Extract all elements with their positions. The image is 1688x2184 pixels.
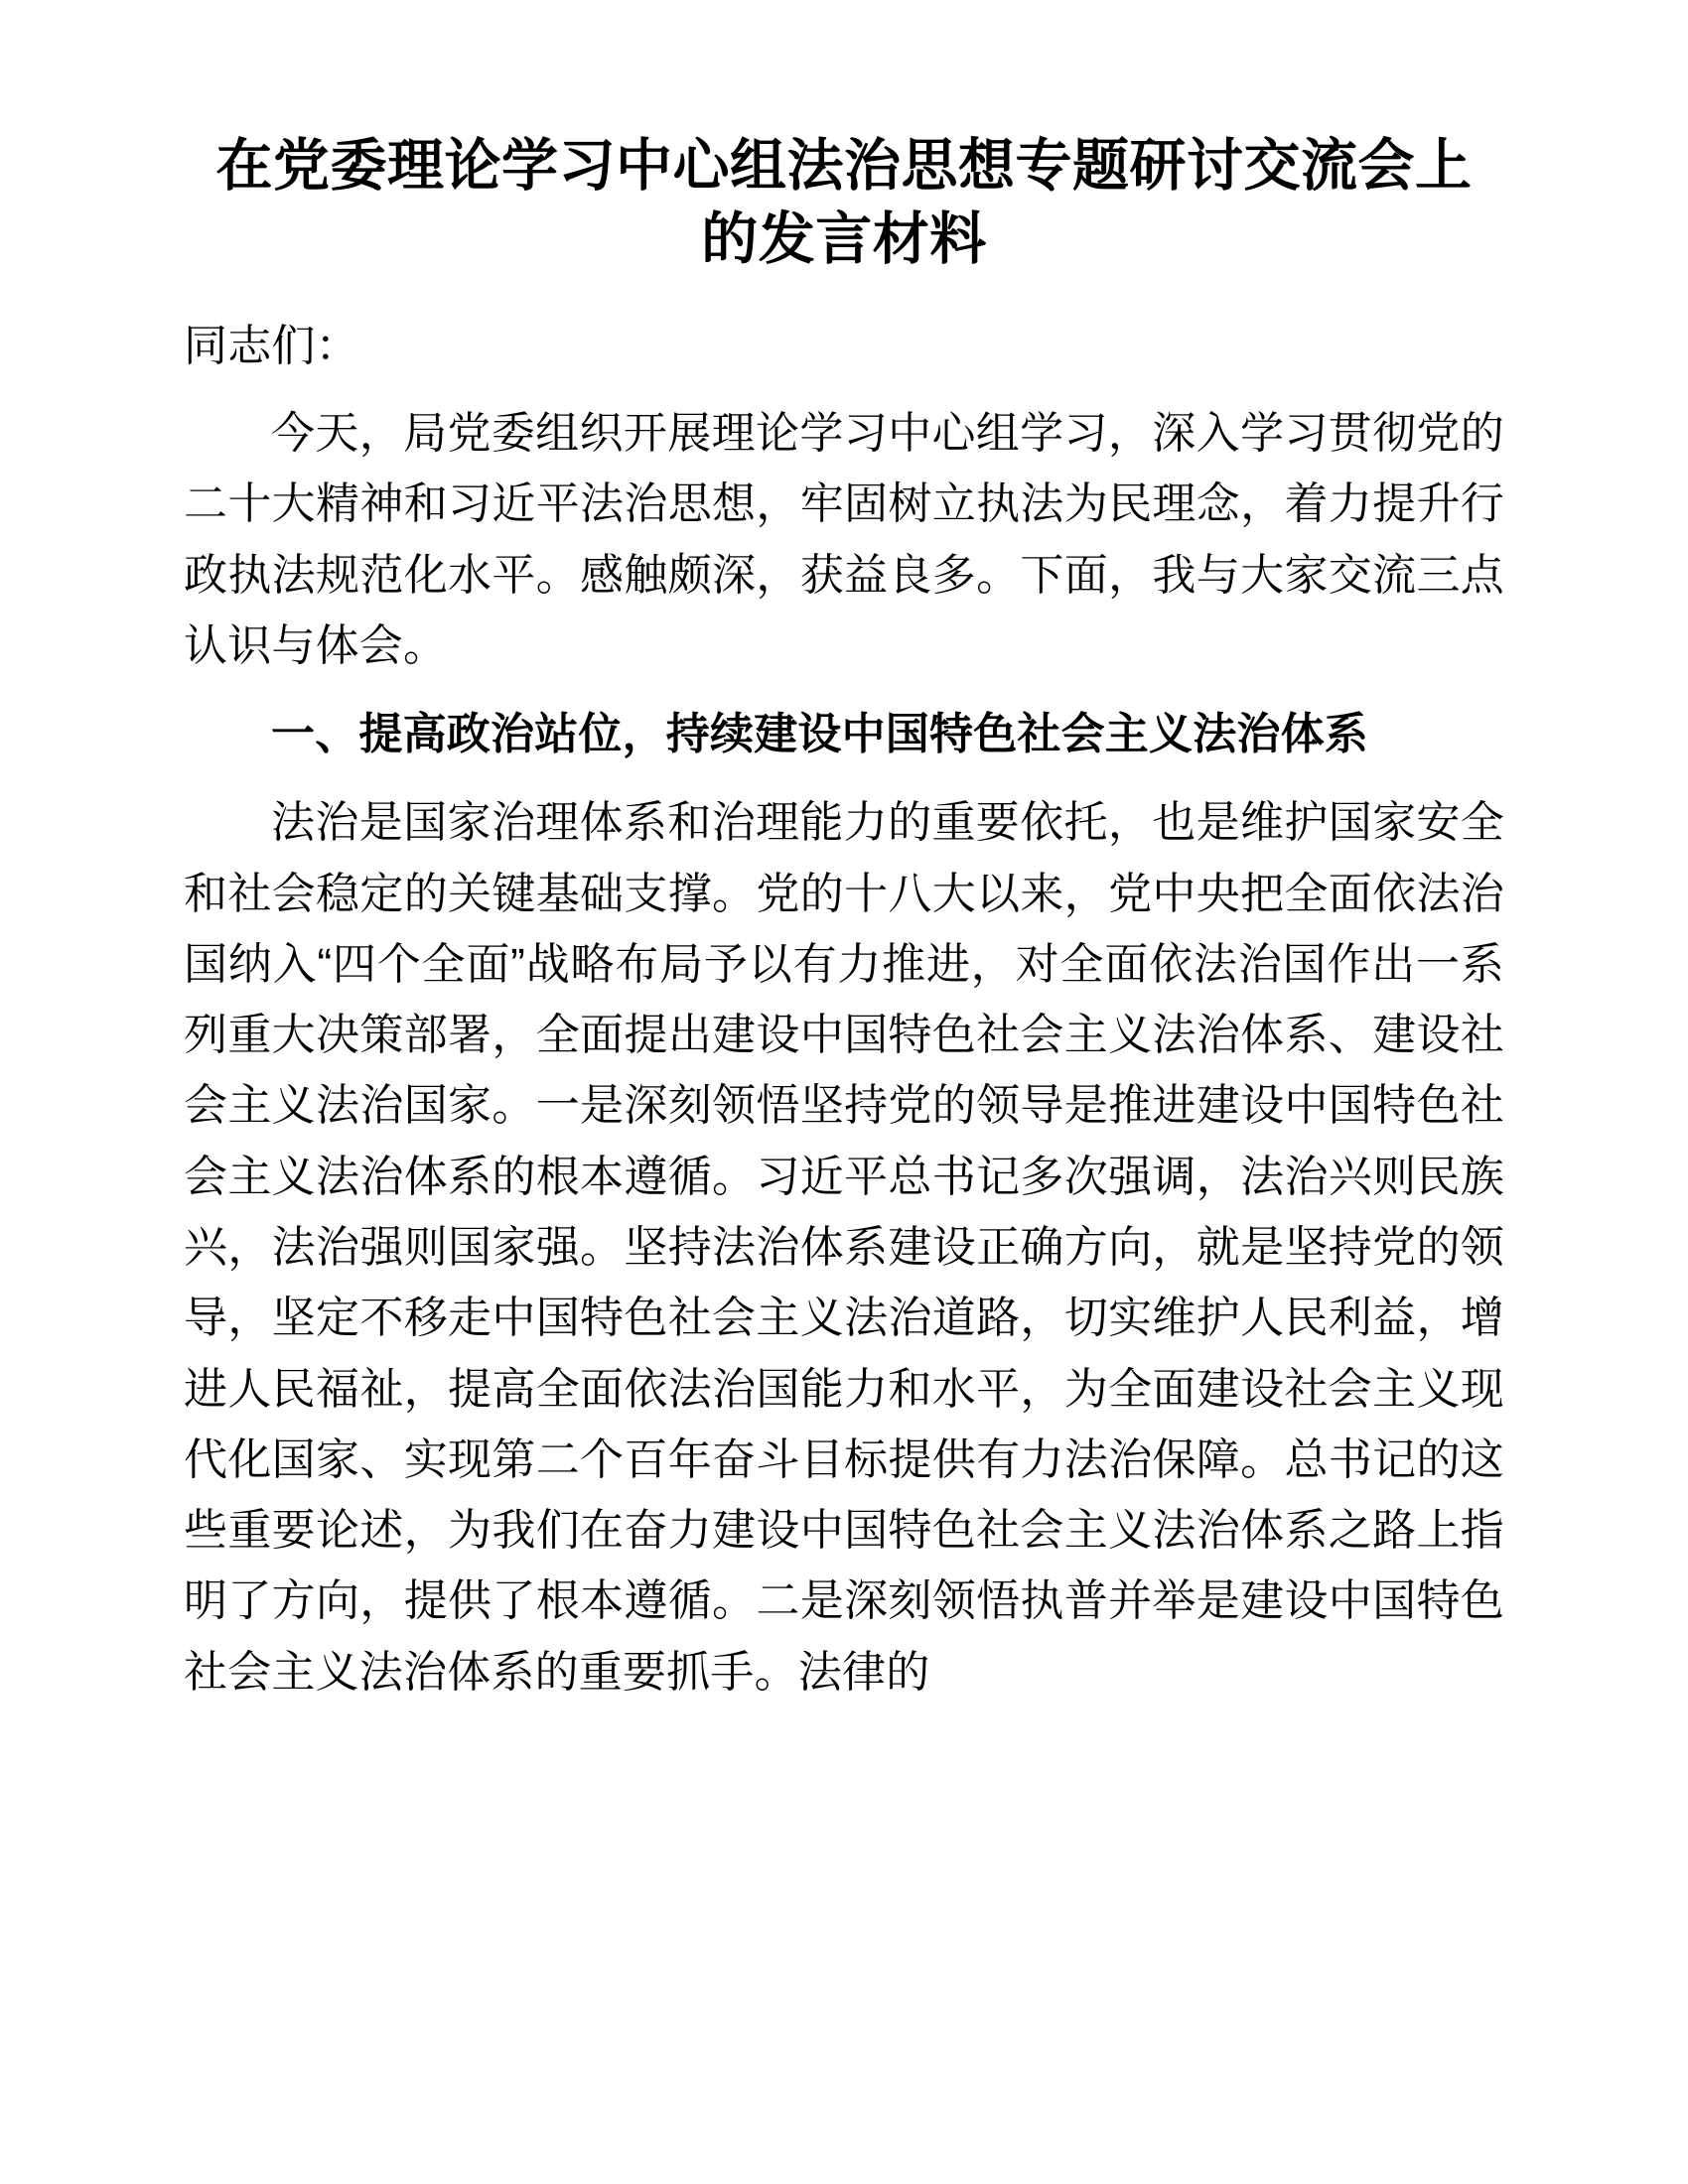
body-paragraph-1: 今天，局党委组织开展理论学习中心组学习，深入学习贯彻党的二十大精神和习近平法治思想，牢固树立执法为民理念，着力提升行政执法规范化水平。感触颇深，获益良多。下面，我与大家交流三点认识与体会。 xyxy=(184,409,1504,670)
salutation: 同志们： xyxy=(184,322,359,371)
page-title: 在党委理论学习中心组法治思想专题研讨交流会上的发言材料 xyxy=(215,134,1473,272)
body-paragraph-2: 法治是国家治理体系和治理能力的重要依托，也是维护国家安全和社会稳定的关键基础支撑。党的十八大以来，党中央把全面依法治国纳入“四个全面”战略布局予以有力推进，对全面依法治国作出一系列重大决策部署，全面提出建设中国特色社会主义法治体系、建设社会主义法治国家。一是深刻领悟坚持党的领导是推进建设中国特色社会主义法治体系的根本遵循。习近平总书记多次强调，法治兴则民族兴，法治强则国家强。坚持法治体系建设正确方向，就是坚持党的领导，坚定不移走中国特色社会主义法治道路，切实维护人民利益，增进人民福祉，提高全面依法治国能力和水平，为全面建设社会主义现代化国家、实现第二个百年奋斗目标提供有力法治保障。总书记的这些重要论述，为我们在奋力建设中国特色社会主义法治体系之路上指明了方向，提供了根本遵循。二是深刻领悟执普并举是建设中国特色社会主义法治体系的重要抓手。法律的 xyxy=(184,798,1504,1697)
section-heading-1: 一、提高政治站位，持续建设中国特色社会主义法治体系 xyxy=(271,710,1368,759)
